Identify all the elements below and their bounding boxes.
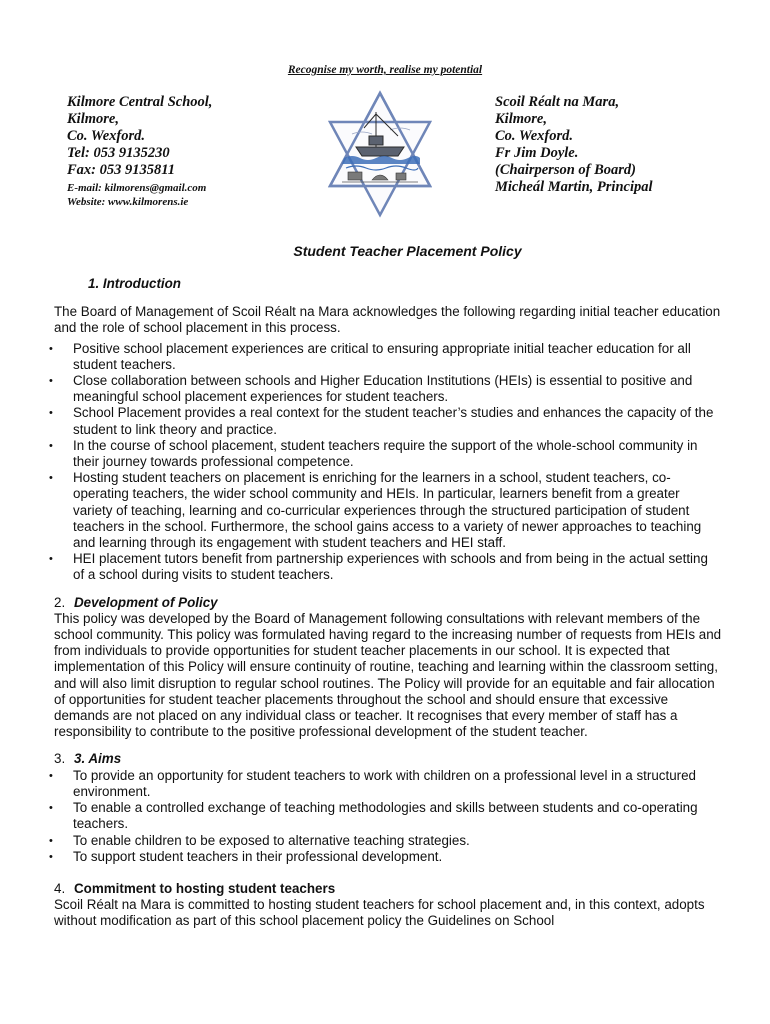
list-item: • To support student teachers in their professional development.	[54, 849, 722, 865]
section-1-heading: 1. Introduction	[88, 276, 181, 291]
address-line: Kilmore,	[67, 111, 119, 127]
address-line: Kilmore,	[495, 111, 547, 127]
fax-line: Fax: 053 9135811	[67, 162, 175, 178]
section-number: 2.	[54, 594, 66, 610]
section-4-heading	[54, 881, 722, 897]
section-1-bullet-list	[54, 341, 722, 584]
list-item: • Close collaboration between schools and Higher Education Institutions (HEIs) is essential to positive and meaningful school placement experiences for student teachers.	[54, 373, 722, 405]
document-title: Student Teacher Placement Policy	[293, 243, 522, 259]
policy-body	[54, 276, 722, 930]
list-item: • To enable a controlled exchange of teaching methodologies and skills between students and co-operating teachers.	[54, 800, 722, 832]
section-4-text: Scoil Réalt na Mara is committed to hosting student teachers for school placement and, in this context, adopts without modification as part of this school placement policy the Guidelines on School	[54, 897, 705, 929]
list-item: • School Placement provides a real context for the student teacher’s studies and enhances the capacity of the student to link theory and practice.	[54, 405, 722, 437]
section-1-intro: The Board of Management of Scoil Réalt na Mara acknowledges the following regarding initial teacher education and the role of school placement in this process.	[54, 304, 721, 336]
section-title: 3. Aims	[74, 751, 122, 767]
right-address-block	[495, 94, 653, 196]
chairperson-role: (Chairperson of Board)	[495, 162, 636, 178]
telephone-line: Tel: 053 9135230	[67, 145, 170, 161]
section-title: Development of Policy	[74, 594, 218, 610]
address-line: Scoil Réalt na Mara,	[495, 94, 620, 110]
section-3-heading	[54, 751, 722, 767]
address-line: Co. Wexford.	[67, 128, 146, 144]
list-item: • HEI placement tutors benefit from partnership experiences with schools and from being in the actual setting of a school during visits to student teachers.	[54, 551, 722, 583]
section-number: 3.	[54, 751, 66, 767]
section-3-bullet-list	[54, 768, 722, 865]
address-line: Kilmore Central School,	[67, 94, 213, 110]
address-line: Co. Wexford.	[495, 128, 574, 144]
star-of-david-ship-logo-icon	[322, 90, 438, 218]
list-item: • To provide an opportunity for student teachers to work with children on a professional level in a structured environment.	[54, 768, 722, 800]
left-address-block	[67, 94, 212, 209]
list-item: • Hosting student teachers on placement is enriching for the learners in a school, student teachers, co-operating teachers, the wider school community and HEIs. In particular, learners benefit from a greater variety of teaching, learning and co-curricular experiences through the structured participation of student teachers in the school. Furthermore, the school gains access to a variety of newer approaches to teaching and learning through its engagement with student teachers and HEI staff.	[54, 470, 722, 551]
list-item: • Positive school placement experiences are critical to ensuring appropriate initial teacher education for all student teachers.	[54, 341, 722, 373]
list-item: • In the course of school placement, student teachers require the support of the whole-school community in their journey towards professional competence.	[54, 438, 722, 470]
email-line: E-mail: kilmorens@gmail.com	[67, 182, 207, 194]
section-number: 4.	[54, 880, 66, 896]
section-2-heading	[54, 595, 722, 611]
section-title: Commitment to hosting student teachers	[74, 880, 336, 896]
section-2-text: This policy was developed by the Board of Management following consultations with relevant members of the school community. This policy was formulated having regard to the increasing number of requests from HEIs and from individuals to provide opportunities for student teacher placements in our school. It is expected that implementation of this Policy will ensure continuity of routine, teaching and learning within the classroom setting, and will also limit disruption to regular school routines. The Policy will provide for an equitable and fair allocation of opportunities for student teacher placements throughout the school and should ensure that excessive demands are not placed on any individual class or teacher. It recognises that every member of staff has a responsibility to contribute to the positive professional development of the student teacher.	[54, 610, 722, 740]
chairperson-name: Fr Jim Doyle.	[495, 145, 579, 161]
school-motto: Recognise my worth, realise my potential	[287, 64, 483, 76]
website-line: Website: www.kilmorens.ie	[67, 196, 189, 208]
list-item: • To enable children to be exposed to alternative teaching strategies.	[54, 833, 722, 849]
principal-name: Micheál Martin, Principal	[495, 179, 653, 195]
